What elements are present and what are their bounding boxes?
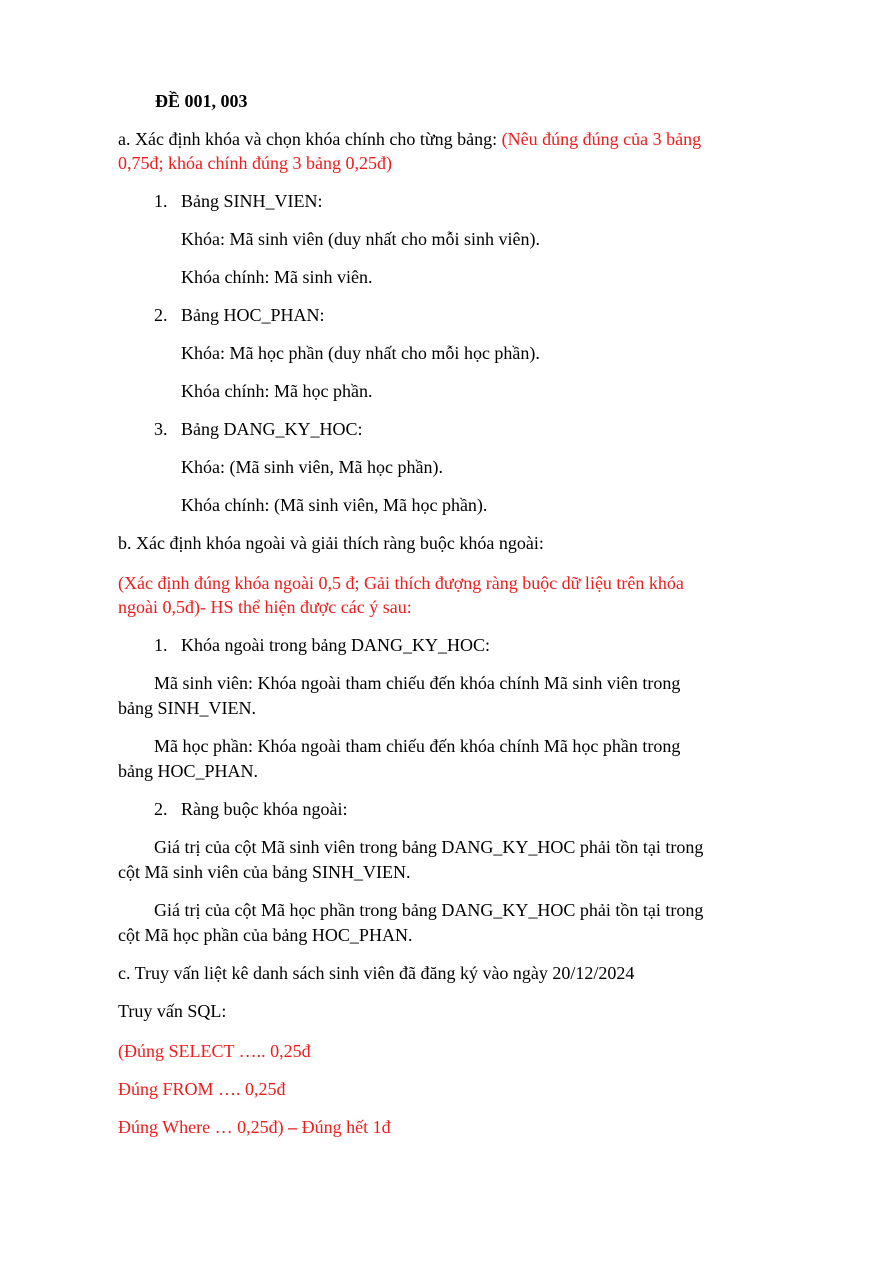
grading-dash: – — [283, 1117, 302, 1137]
list-item-key: Khóa: (Mã sinh viên, Mã học phần). — [181, 457, 443, 477]
document-title: ĐỀ 001, 003 — [155, 91, 248, 111]
grading-from: Đúng FROM …. 0,25đ — [118, 1079, 286, 1099]
grading-total: Đúng hết 1đ — [301, 1117, 391, 1137]
sql-label: Truy vấn SQL: — [118, 1001, 227, 1021]
section-b-grading-note: (Xác định đúng khóa ngoài 0,5 đ; Gải thích đượng ràng buộc dữ liệu trên khóa — [118, 573, 684, 593]
list-item-key: Khóa: Mã học phần (duy nhất cho mỗi học phần). — [181, 343, 540, 363]
list-marker: 2. — [154, 799, 168, 819]
section-a-heading: a. Xác định khóa và chọn khóa chính cho từng bảng: — [118, 129, 498, 149]
foreign-key-student-line2: bảng SINH_VIEN. — [118, 698, 256, 718]
list-item-table: Bảng SINH_VIEN: — [181, 191, 323, 211]
foreign-key-student-line1: Mã sinh viên: Khóa ngoài tham chiếu đến khóa chính Mã sinh viên trong — [154, 673, 681, 693]
constraint-student-line2: cột Mã sinh viên của bảng SINH_VIEN. — [118, 862, 411, 882]
grading-select: (Đúng SELECT ….. 0,25đ — [118, 1041, 311, 1061]
list-item-table: Bảng DANG_KY_HOC: — [181, 419, 363, 439]
constraint-course-line2: cột Mã học phần của bảng HOC_PHAN. — [118, 925, 413, 945]
section-b-heading: b. Xác định khóa ngoài và giải thích ràng buộc khóa ngoài: — [118, 533, 544, 553]
section-a-grading-note: (Nêu đúng đúng của 3 bảng — [497, 129, 702, 149]
grading-where-line — [118, 1116, 391, 1138]
foreign-key-course-line1: Mã học phần: Khóa ngoài tham chiếu đến khóa chính Mã học phần trong — [154, 736, 681, 756]
list-item-key: Khóa: Mã sinh viên (duy nhất cho mỗi sinh viên). — [181, 229, 540, 249]
list-item-primary-key: Khóa chính: (Mã sinh viên, Mã học phần). — [181, 495, 488, 515]
list-marker: 1. — [154, 191, 168, 211]
list-item-primary-key: Khóa chính: Mã học phần. — [181, 381, 373, 401]
section-a-heading-line — [118, 128, 701, 150]
list-marker: 1. — [154, 635, 168, 655]
section-b-grading-note-cont: ngoài 0,5đ)- HS thể hiện được các ý sau: — [118, 597, 412, 617]
list-item-table: Bảng HOC_PHAN: — [181, 305, 325, 325]
constraint-student-line1: Giá trị của cột Mã sinh viên trong bảng DANG_KY_HOC phải tồn tại trong — [154, 837, 704, 857]
grading-where: Đúng Where … 0,25đ) — [118, 1117, 284, 1137]
list-item-primary-key: Khóa chính: Mã sinh viên. — [181, 267, 373, 287]
foreign-key-course-line2: bảng HOC_PHAN. — [118, 761, 259, 781]
constraint-course-line1: Giá trị của cột Mã học phần trong bảng DANG_KY_HOC phải tồn tại trong — [154, 900, 704, 920]
section-a-grading-note-cont: 0,75đ; khóa chính đúng 3 bảng 0,25đ) — [118, 153, 392, 173]
list-marker: 3. — [154, 419, 168, 439]
section-c-heading: c. Truy vấn liệt kê danh sách sinh viên đã đăng ký vào ngày 20/12/2024 — [118, 963, 635, 983]
list-marker: 2. — [154, 305, 168, 325]
constraint-heading: Ràng buộc khóa ngoài: — [181, 799, 348, 819]
foreign-key-heading: Khóa ngoài trong bảng DANG_KY_HOC: — [181, 635, 490, 655]
